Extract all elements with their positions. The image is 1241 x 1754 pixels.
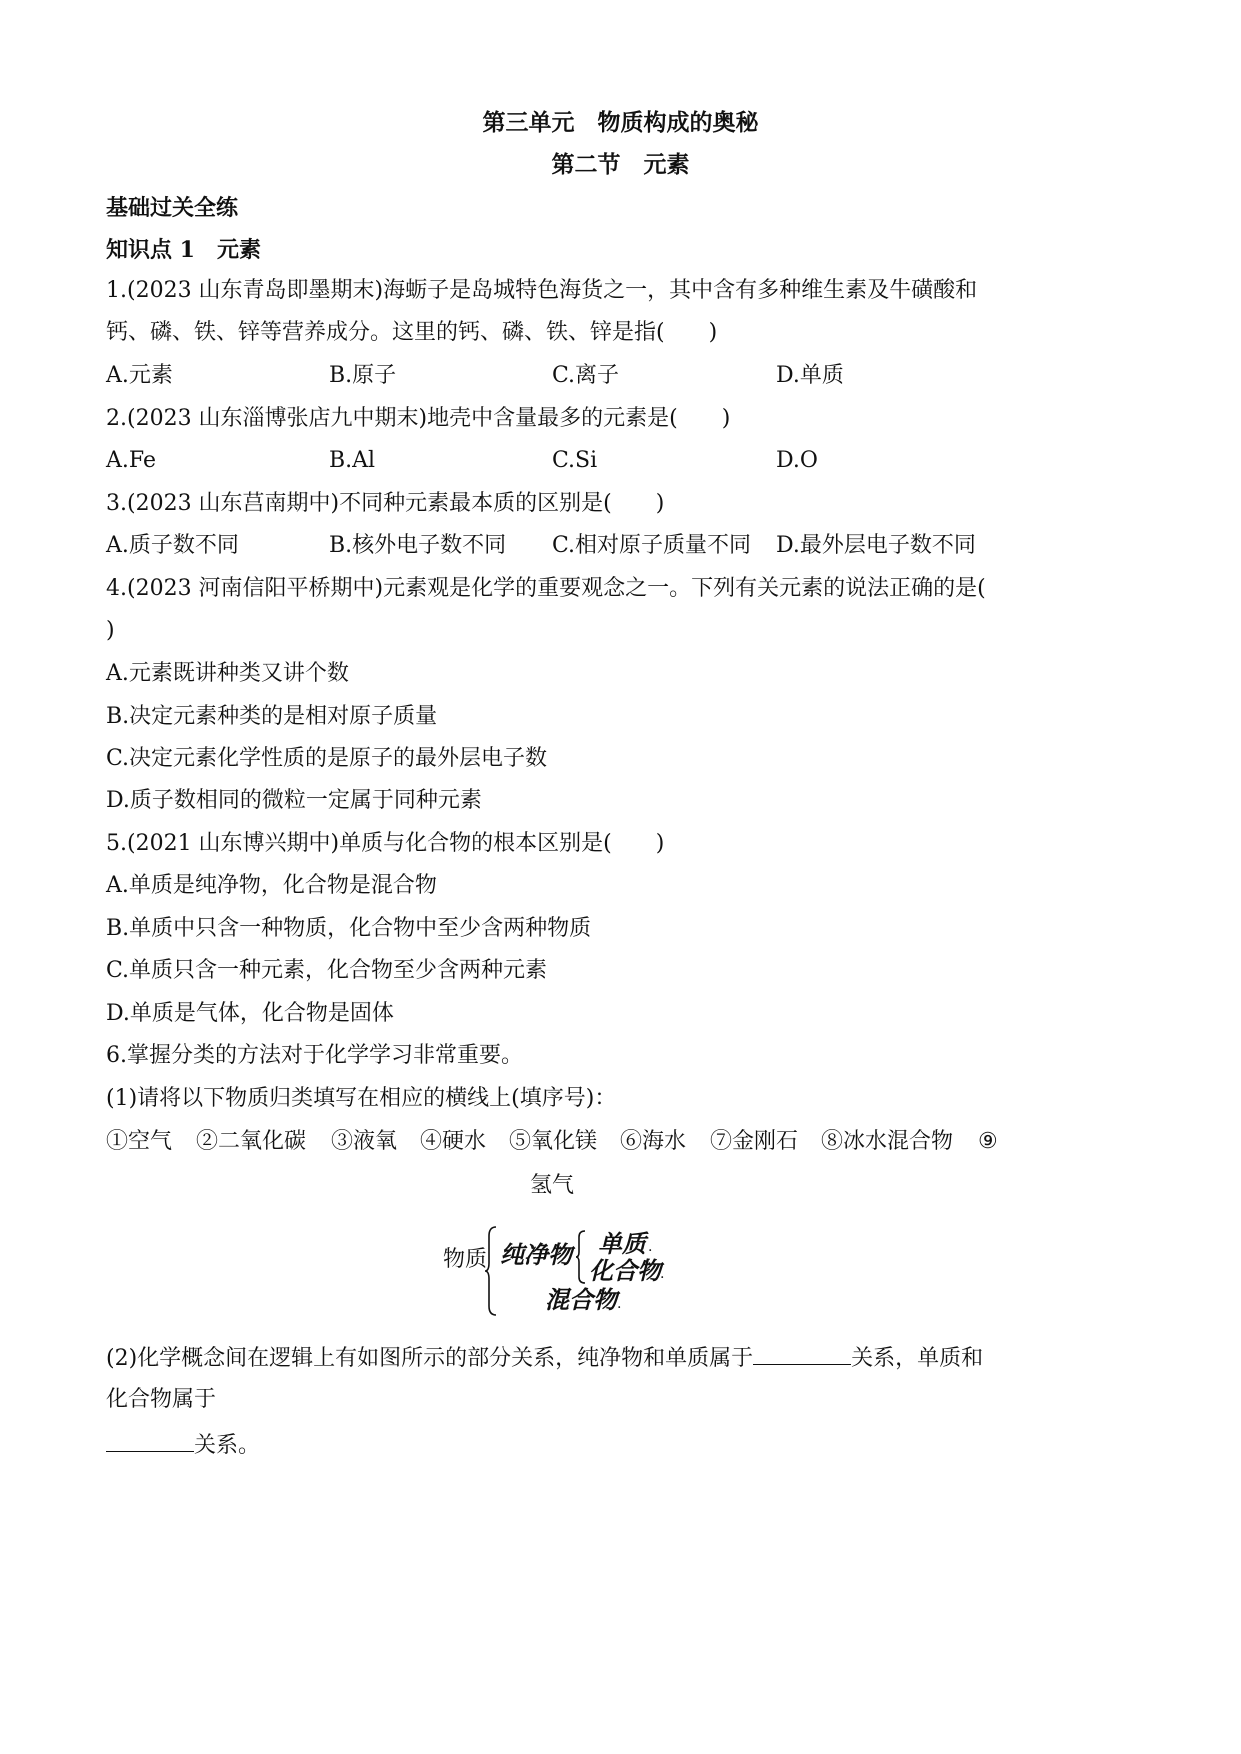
question-6-line-1: 6.掌握分类的方法对于化学学习非常重要。: [106, 1043, 523, 1068]
substance-item-4: ④硬水: [420, 1129, 487, 1154]
question-5-option-d: D.单质是气体，化合物是固体: [106, 1001, 394, 1026]
part-2-text-c: 关系。: [194, 1433, 261, 1458]
diagram-element: 单质: [598, 1230, 646, 1258]
question-4-option-d: D.质子数相同的微粒一定属于同种元素: [106, 788, 482, 813]
question-2-option-b: B.Al: [329, 448, 376, 473]
diagram-compound: 化合物: [589, 1257, 661, 1285]
question-4-line-2: ): [106, 618, 115, 643]
diagram-pure-substance: 纯净物: [500, 1241, 572, 1269]
question-1-line-2: 钙、磷、铁、锌等营养成分。这里的钙、磷、铁、锌是指( ): [106, 320, 718, 345]
question-3-option-a: A.质子数不同: [106, 533, 239, 558]
knowledge-point-heading: 知识点 1 元素: [106, 237, 261, 263]
diagram-mixture: 混合物: [545, 1286, 617, 1314]
part-2-text-b: 关系，单质和: [851, 1346, 984, 1371]
lesson-title: 第二节 元素: [551, 151, 690, 178]
part-2-text-a: (2)化学概念间在逻辑上有如图所示的部分关系，纯净物和单质属于: [106, 1346, 754, 1371]
question-4-line-1: 4.(2023 河南信阳平桥期中)元素观是化学的重要观念之一。下列有关元素的说法正确的是(: [106, 576, 986, 601]
substance-item-8: ⑧冰水混合物: [821, 1129, 954, 1154]
substance-item-5: ⑤氧化镁: [509, 1129, 598, 1154]
question-2-option-a: A.Fe: [106, 448, 156, 473]
question-3-option-b: B.核外电子数不同: [329, 533, 507, 558]
answer-blank-2[interactable]: [106, 1429, 194, 1452]
question-3-option-c: C.相对原子质量不同: [552, 533, 752, 558]
unit-title: 第三单元 物质构成的奥秘: [482, 109, 759, 136]
question-3-option-d: D.最外层电子数不同: [776, 533, 976, 558]
substance-item-2: ②二氧化碳: [196, 1129, 307, 1154]
substance-item-1: ①空气: [106, 1129, 173, 1154]
question-4-option-c: C.决定元素化学性质的是原子的最外层电子数: [106, 746, 548, 771]
question-4-option-b: B.决定元素种类的是相对原子质量: [106, 704, 438, 729]
diagram-outer-brace: [484, 1226, 498, 1316]
substance-item-9: ⑨: [978, 1129, 998, 1154]
diagram-inner-brace: [575, 1230, 587, 1284]
question-1-option-a: A.元素: [106, 363, 173, 388]
diagram-mixture-dot: .: [617, 1296, 622, 1312]
substance-item-6: ⑥海水: [620, 1129, 687, 1154]
section-heading: 基础过关全练: [106, 195, 239, 221]
question-2-option-d: D.O: [776, 448, 818, 473]
diagram-root-label: 物质: [443, 1247, 488, 1272]
question-1-option-b: B.原子: [329, 363, 397, 388]
diagram-compound-dot: .: [660, 1266, 665, 1282]
question-2-line-1: 2.(2023 山东淄博张店九中期末)地壳中含量最多的元素是( ): [106, 406, 731, 431]
question-1-option-d: D.单质: [776, 363, 844, 388]
diagram-element-dot: .: [648, 1239, 653, 1255]
question-5-line-1: 5.(2021 山东博兴期中)单质与化合物的根本区别是( ): [106, 831, 665, 856]
question-6-part-2-line-1: [106, 1342, 983, 1374]
answer-blank-1[interactable]: [753, 1342, 851, 1365]
question-5-option-a: A.单质是纯净物，化合物是混合物: [106, 873, 437, 898]
question-2-option-c: C.Si: [552, 448, 598, 473]
question-4-option-a: A.元素既讲种类又讲个数: [106, 661, 349, 686]
question-3-line-1: 3.(2023 山东莒南期中)不同种元素最本质的区别是( ): [106, 491, 665, 516]
question-6-part-1: (1)请将以下物质归类填写在相应的横线上(填序号)：: [106, 1086, 617, 1111]
substance-item-7: ⑦金刚石: [710, 1129, 799, 1154]
substance-item-3: ③液氧: [331, 1129, 398, 1154]
substance-item-9-continued: 氢气: [530, 1173, 575, 1198]
question-1-option-c: C.离子: [552, 363, 620, 388]
question-5-option-b: B.单质中只含一种物质，化合物中至少含两种物质: [106, 916, 592, 941]
question-1-line-1: 1.(2023 山东青岛即墨期末)海蛎子是岛城特色海货之一，其中含有多种维生素及牛磺酸和: [106, 278, 978, 303]
question-6-part-2-line-3: [106, 1429, 260, 1461]
question-5-option-c: C.单质只含一种元素，化合物至少含两种元素: [106, 958, 548, 983]
question-6-part-2-line-2: 化合物属于: [106, 1387, 217, 1412]
